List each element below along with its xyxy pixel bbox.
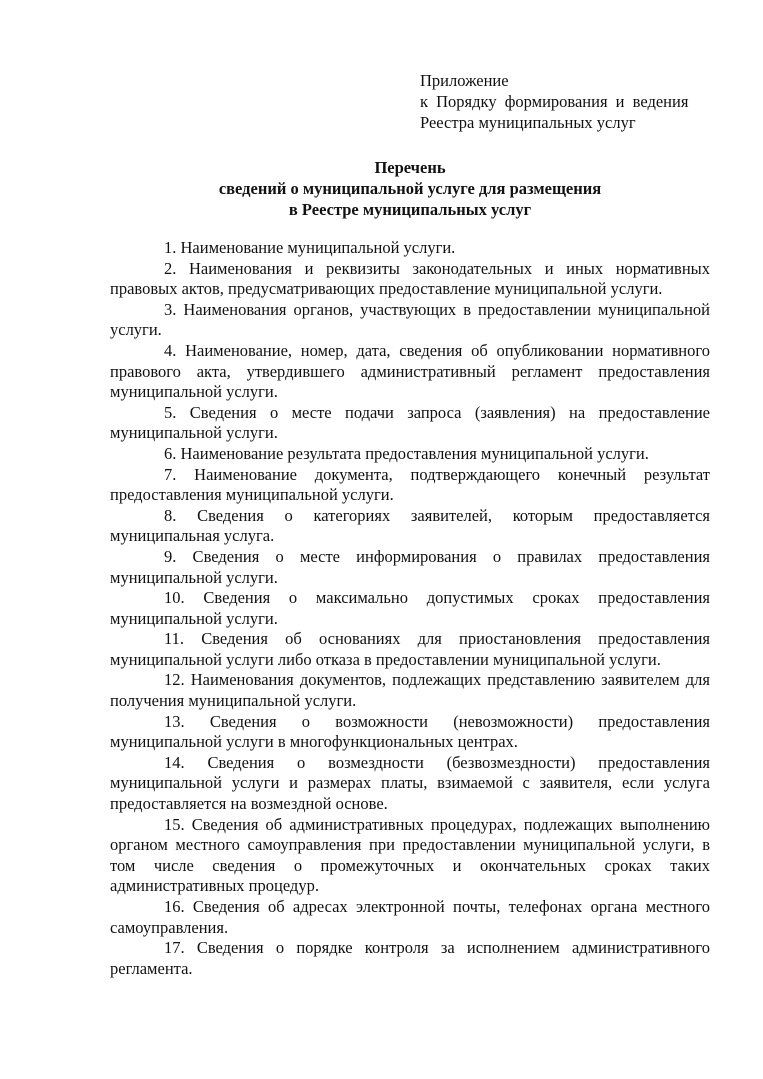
list-item-3: 3. Наименования органов, участвующих в предоставлении муниципальной услуги. bbox=[110, 299, 710, 340]
list-item-4: 4. Наименование, номер, дата, сведения об опубликовании нормативного правового акта, утвердившего административный регламент предоставления муниципальной услуги. bbox=[110, 340, 710, 402]
list-item-7: 7. Наименование документа, подтверждающего конечный результат предоставления муниципальной услуги. bbox=[110, 464, 710, 505]
list-item-15: 15. Сведения об административных процедурах, подлежащих выполнению органом местного самоуправления при предоставлении муниципальной услуги, в том числе сведения о промежуточных и окончательных сроках таких административных процедур. bbox=[110, 814, 710, 896]
list-item-17: 17. Сведения о порядке контроля за исполнением административного регламента. bbox=[110, 938, 710, 978]
items-list bbox=[110, 238, 710, 979]
list-item-11: 11. Сведения об основаниях для приостановления предоставления муниципальной услуги либо отказа в предоставлении муниципальной услуги. bbox=[110, 629, 710, 669]
list-item-9: 9. Сведения о месте информирования о правилах предоставления муниципальной услуги. bbox=[110, 546, 710, 587]
document-title bbox=[110, 157, 710, 220]
list-item-1: 1. Наименование муниципальной услуги. bbox=[164, 238, 456, 257]
appendix-line-1: Приложение bbox=[420, 71, 509, 90]
list-item-13: 13. Сведения о возможности (невозможности) предоставления муниципальной услуги в многофункциональных центрах. bbox=[110, 711, 710, 752]
list-item-6: 6. Наименование результата предоставления муниципальной услуги. bbox=[164, 443, 649, 463]
title-line-3: в Реестре муниципальных услуг bbox=[288, 200, 532, 219]
list-item-2: 2. Наименования и реквизиты законодательных и иных нормативных правовых актов, предусматривающих предоставление муниципальной услуги. bbox=[110, 258, 710, 299]
appendix-header bbox=[420, 70, 720, 133]
list-item-12: 12. Наименования документов, подлежащих представлению заявителем для получения муниципальной услуги. bbox=[110, 670, 710, 711]
list-item-14: 14. Сведения о возмездности (безвозмездности) предоставления муниципальной услуги и размерах платы, взимаемой с заявителя, если услуга предоставляется на возмездной основе. bbox=[110, 752, 710, 814]
appendix-line-3: Реестра муниципальных услуг bbox=[420, 113, 636, 132]
appendix-line-2: к Порядку формирования и ведения bbox=[420, 92, 689, 111]
list-item-16: 16. Сведения об адресах электронной почты, телефонах органа местного самоуправления. bbox=[110, 897, 710, 937]
list-item-10: 10. Сведения о максимально допустимых сроках предоставления муниципальной услуги. bbox=[110, 588, 710, 628]
list-item-8: 8. Сведения о категориях заявителей, которым предоставляется муниципальная услуга. bbox=[110, 505, 710, 546]
list-item-5: 5. Сведения о месте подачи запроса (заявления) на предоставление муниципальной услуги. bbox=[110, 402, 710, 443]
title-line-1: Перечень bbox=[374, 158, 446, 177]
title-line-2: сведений о муниципальной услуге для размещения bbox=[218, 179, 602, 198]
